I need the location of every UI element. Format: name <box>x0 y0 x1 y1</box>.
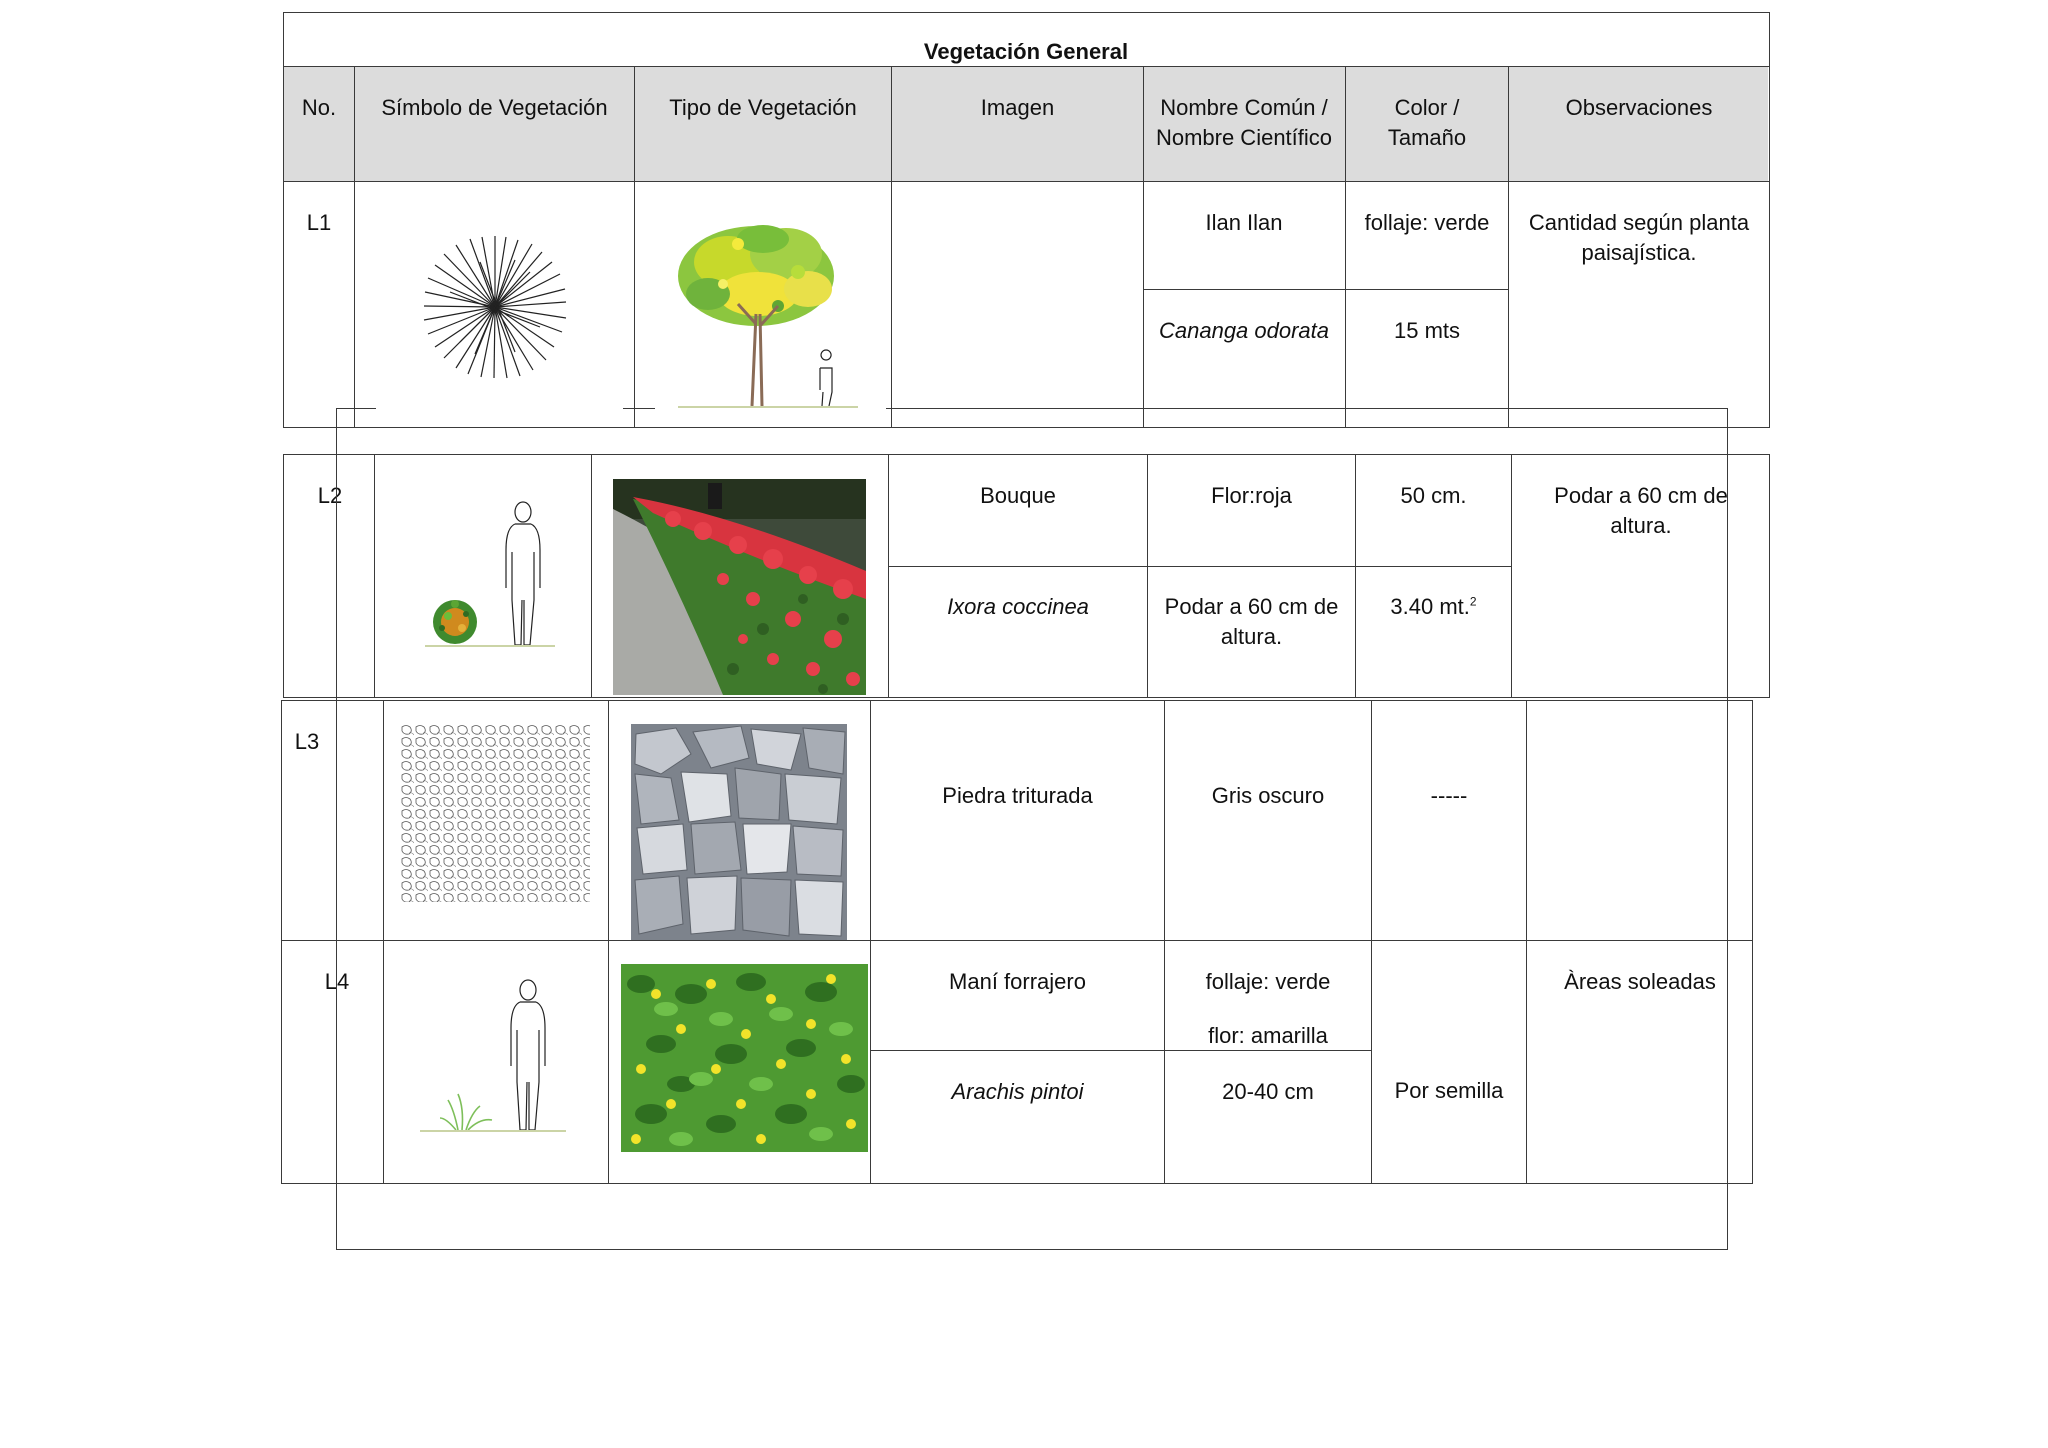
pruning-note: Podar a 60 cm de altura. <box>1164 594 1339 649</box>
common-name: Piedra triturada <box>942 783 1093 808</box>
header-type: Tipo de Vegetación <box>669 95 857 120</box>
observations-value: Àreas soleadas <box>1564 969 1716 994</box>
table-title: Vegetación General <box>923 39 1129 64</box>
overlay-frame <box>336 408 1728 1250</box>
color-value: Flor:roja <box>1211 483 1292 508</box>
common-name: Ilan Ilan <box>1205 210 1283 235</box>
row-id: L3 <box>294 729 320 754</box>
header-color-size: Color / Tamaño <box>1387 95 1467 150</box>
common-name: Bouque <box>980 483 1056 508</box>
color-value: Gris oscuro <box>1211 783 1325 808</box>
tree-plan-symbol <box>420 232 570 382</box>
overlay-frame-top <box>623 408 655 409</box>
flower-value: flor: amarilla <box>1208 1023 1328 1048</box>
observations-value: Cantidad según planta paisajística. <box>1528 210 1750 265</box>
divider <box>1143 66 1144 428</box>
row-id: L1 <box>306 210 332 235</box>
size-value: 50 cm. <box>1400 483 1467 508</box>
overlay-frame-top <box>886 408 1728 409</box>
area-number: 3.40 mt. <box>1390 594 1470 619</box>
row-id: L2 <box>317 483 343 508</box>
observations-value: Podar a 60 cm de altura. <box>1554 483 1728 538</box>
divider <box>1345 66 1346 428</box>
size-value: ----- <box>1430 783 1468 808</box>
header-no: No. <box>301 95 337 120</box>
size-value: 15 mts <box>1393 318 1461 343</box>
size-value: 20-40 cm <box>1222 1079 1314 1104</box>
propagation-value: Por semilla <box>1394 1078 1504 1103</box>
color-value: follaje: verde <box>1364 210 1490 235</box>
common-name: Maní forrajero <box>949 969 1086 994</box>
divider <box>283 181 1770 182</box>
row-id: L4 <box>324 969 350 994</box>
header-observations: Observaciones <box>1565 95 1713 120</box>
header-symbol: Símbolo de Vegetación <box>381 95 608 120</box>
area-superscript: 2 <box>1469 594 1477 609</box>
scientific-name: Arachis pintoi <box>951 1079 1084 1104</box>
color-value: follaje: verde <box>1205 969 1331 994</box>
header-image: Imagen <box>980 95 1055 120</box>
scientific-name: Cananga odorata <box>1158 318 1330 343</box>
overlay-frame-top <box>336 408 376 409</box>
scientific-name: Ixora coccinea <box>947 594 1089 619</box>
header-name: Nombre Común / Nombre Científico <box>1155 95 1333 150</box>
tree-elevation-illustration <box>668 214 868 414</box>
divider <box>1143 289 1509 290</box>
